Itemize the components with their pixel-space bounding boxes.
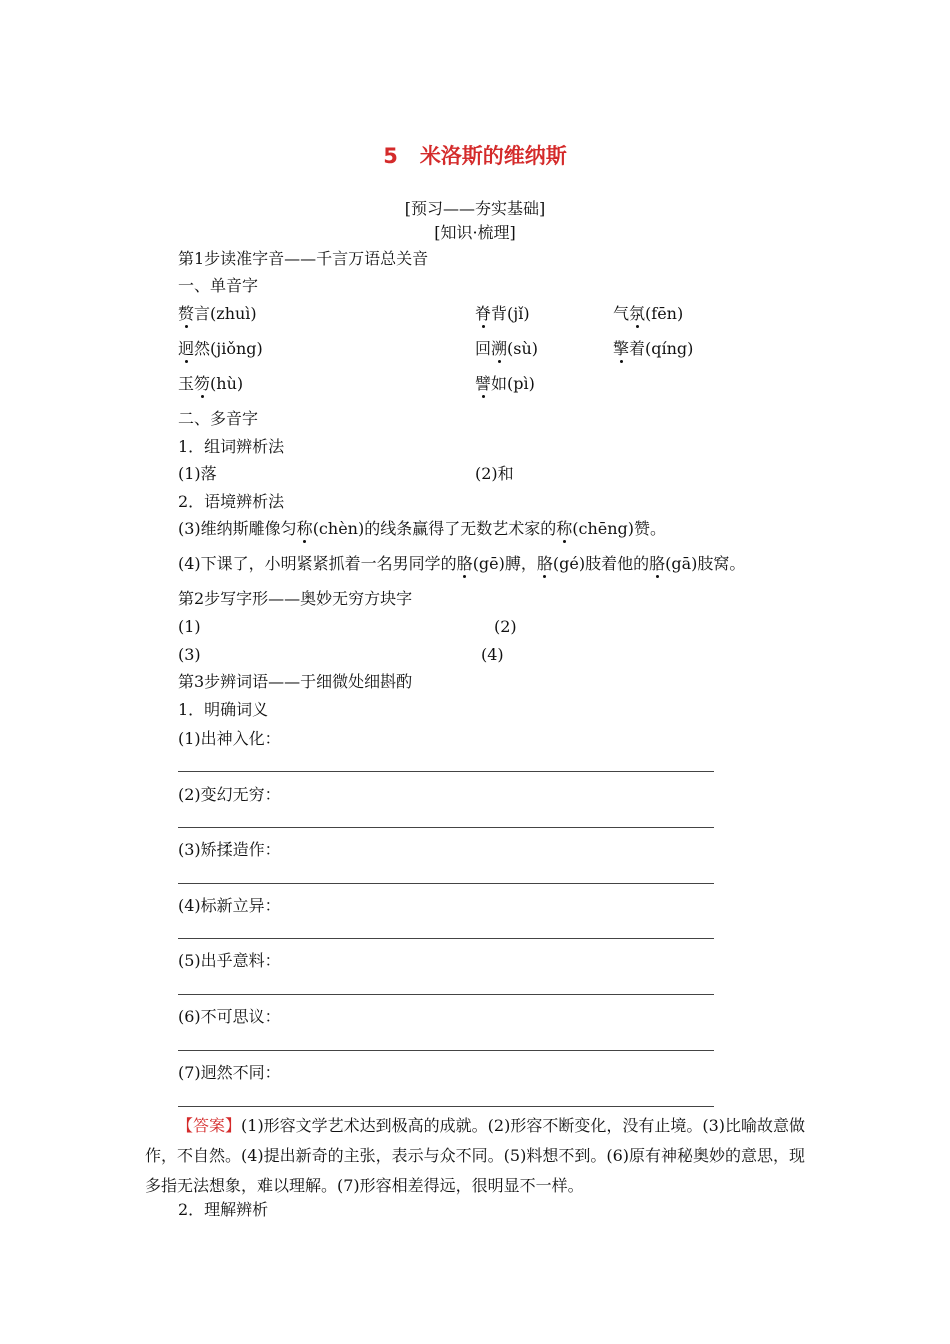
answer-paragraph (145, 1111, 810, 1201)
pinyin-item-zhui: 赘言(zhuì) (178, 304, 257, 323)
step2-item-4: (4) (481, 645, 504, 664)
answer-line (178, 827, 714, 828)
step2-item-2: (2) (494, 617, 517, 636)
answer-line (178, 938, 714, 939)
answer-text: (1)形容文学艺术达到极高的成就。(2)形容不断变化，没有止境。(3)比喻故意做作，不自然。(4)提出新奇的主张，表示与众不同。(5)料想不到。(6)原有神秘奥妙的意思，现多指无法想象，难以理解。(7)形容相差得远，很明显不一样。 (145, 1116, 806, 1195)
method1-item-1: (1)落 (178, 464, 217, 483)
answer-line (178, 883, 714, 884)
vocab-heading: 1．明确词义 (178, 700, 269, 719)
step2-item-3: (3) (178, 645, 201, 664)
multi-char-heading: 二、多音字 (178, 409, 259, 428)
answer-line (178, 771, 714, 772)
vocab-item-4: (4)标新立异： (178, 896, 281, 915)
step1-heading: 第1步读准字音——千言万语总关音 (178, 249, 429, 268)
page-title (0, 140, 950, 170)
section-header: [预习——夯实基础] (404, 199, 546, 218)
answer-tag: 【答案】 (177, 1116, 242, 1135)
lesson-title: 米洛斯的维纳斯 (419, 144, 567, 168)
pinyin-item-qing: 擎着(qíng) (613, 339, 694, 358)
understand-heading: 2．理解辨析 (178, 1200, 269, 1219)
vocab-item-5: (5)出乎意料： (178, 951, 281, 970)
vocab-item-3: (3)矫揉造作： (178, 840, 281, 859)
lesson-number: 5 (383, 144, 398, 168)
answer-line (178, 994, 714, 995)
pinyin-item-fen: 气氛(fēn) (613, 304, 684, 323)
method1-item-2: (2)和 (475, 464, 514, 483)
vocab-item-7: (7)迥然不同： (178, 1063, 281, 1082)
subsection-header: [知识·梳理] (434, 223, 516, 242)
method1-heading: 1．组词辨析法 (178, 437, 285, 456)
step2-heading: 第2步写字形——奥妙无穷方块字 (178, 589, 413, 608)
pinyin-item-ji: 脊背(jǐ) (475, 304, 530, 323)
pinyin-item-pi: 譬如(pì) (475, 374, 535, 393)
pinyin-item-jiong: 迥然(jiǒng) (178, 339, 263, 358)
pinyin-item-hu: 玉笏(hù) (178, 374, 244, 393)
sentence-4: (4)下课了，小明紧紧抓着一名男同学的胳(gē)膊，胳(gé)肢着他的胳(gā)肢窝。 (178, 554, 746, 573)
answer-line (178, 1050, 714, 1051)
step3-heading: 第3步辨词语——于细微处细斟酌 (178, 672, 413, 691)
vocab-item-2: (2)变幻无穷： (178, 785, 281, 804)
step2-item-1: (1) (178, 617, 201, 636)
vocab-item-1: (1)出神入化： (178, 729, 281, 748)
method2-heading: 2．语境辨析法 (178, 492, 285, 511)
answer-line (178, 1106, 714, 1107)
pinyin-item-su: 回溯(sù) (475, 339, 539, 358)
sentence-3: (3)维纳斯雕像匀称(chèn)的线条赢得了无数艺术家的称(chēng)赞。 (178, 519, 667, 538)
single-char-heading: 一、单音字 (178, 276, 259, 295)
vocab-item-6: (6)不可思议： (178, 1007, 281, 1026)
